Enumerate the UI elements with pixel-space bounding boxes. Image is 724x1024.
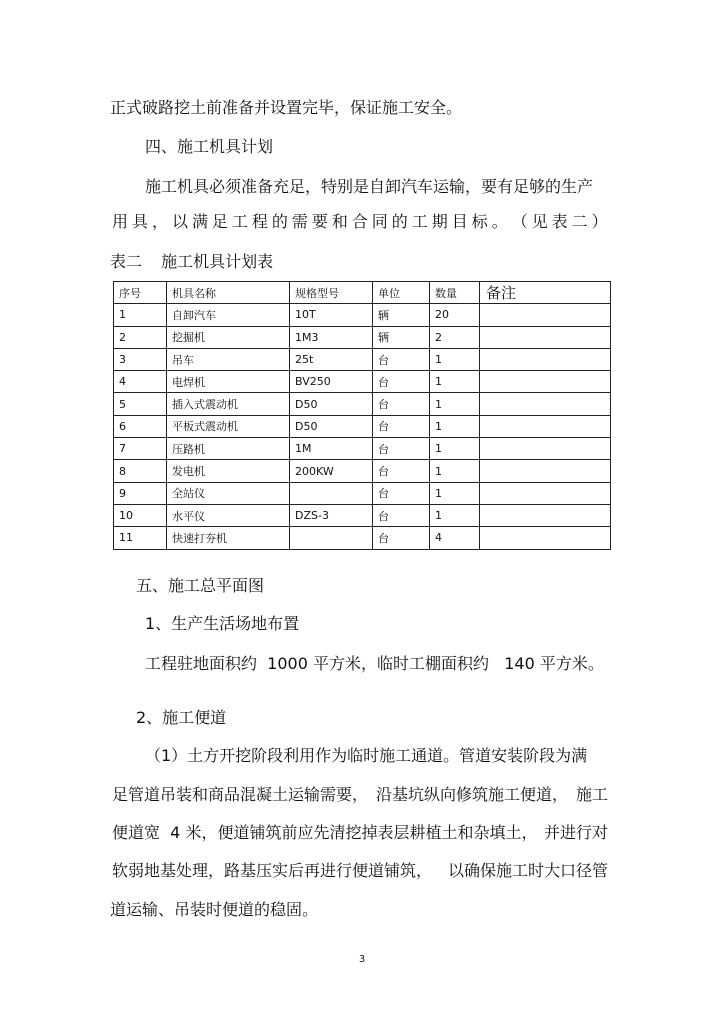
subsection-2-line-2 [112, 785, 608, 805]
subsection-2-line-4-part-2: 以确保施工时大口径管 [447, 861, 608, 880]
subsection-2-line-3-part-1: 便道宽 4 米，便道铺筑前应先清挖掉表层耕植土和杂填土， [112, 823, 538, 842]
header-remarks: 备注 [480, 282, 611, 304]
subsection-1-text: 工程驻地面积约 1000 平方米，临时工棚面积约 140 平方米。 [145, 654, 604, 673]
section-4-heading: 四、施工机具计划 [145, 137, 274, 156]
cell-spec-model: 200KW [290, 460, 373, 482]
cell-spec-model [290, 482, 373, 504]
subsection-2-line-3 [112, 823, 608, 843]
cell-machine-name: 平板式震动机 [167, 415, 290, 437]
cell-spec-model [290, 527, 373, 549]
table-caption-label: 表二 [110, 252, 143, 271]
paragraph-continuation: 正式破路挖土前准备并设置完毕，保证施工安全。 [110, 98, 463, 117]
table-row [114, 438, 611, 460]
justified-char: 工 [231, 212, 248, 231]
subsection-1-heading: 1、生产生活场地布置 [145, 614, 300, 633]
cell-remarks [480, 415, 611, 437]
justified-char: 需 [291, 212, 308, 231]
justified-char: 工 [411, 212, 428, 231]
header-unit: 单位 [373, 282, 430, 304]
cell-machine-name: 压路机 [167, 438, 290, 460]
cell-unit: 台 [373, 371, 430, 393]
subsection-2-line-5: 道运输、吊装时便道的稳固。 [110, 900, 319, 919]
cell-index: 3 [114, 348, 167, 370]
table-row [114, 371, 611, 393]
justified-char: 要 [311, 212, 328, 231]
cell-remarks [480, 348, 611, 370]
cell-quantity: 1 [430, 415, 480, 437]
cell-spec-model: 10T [290, 304, 373, 326]
cell-index: 8 [114, 460, 167, 482]
cell-quantity: 1 [430, 482, 480, 504]
cell-spec-model: DZS-3 [290, 504, 373, 526]
cell-quantity: 1 [430, 348, 480, 370]
cell-spec-model: D50 [290, 415, 373, 437]
cell-spec-model: 1M3 [290, 326, 373, 348]
cell-remarks [480, 438, 611, 460]
table-row [114, 527, 611, 549]
machine-plan-table [113, 281, 611, 550]
cell-machine-name: 吊车 [167, 348, 290, 370]
justified-char: 的 [271, 212, 288, 231]
subsection-2-line-2-part-2: 沿基坑纵向修筑施工便道， [375, 785, 568, 804]
cell-machine-name: 自卸汽车 [167, 304, 290, 326]
cell-quantity: 1 [430, 504, 480, 526]
cell-unit: 辆 [373, 326, 430, 348]
cell-remarks [480, 482, 611, 504]
section-5-heading: 五、施工总平面图 [136, 576, 265, 595]
table-header-row [114, 282, 611, 304]
justified-char: ， [151, 212, 168, 231]
justified-char: 程 [251, 212, 268, 231]
cell-index: 11 [114, 527, 167, 549]
cell-machine-name: 发电机 [167, 460, 290, 482]
cell-spec-model: 25t [290, 348, 373, 370]
table-caption [110, 252, 273, 272]
cell-unit: 台 [373, 504, 430, 526]
cell-quantity: 1 [430, 460, 480, 482]
table-row [114, 415, 611, 437]
justified-char: 以 [171, 212, 188, 231]
cell-unit: 台 [373, 460, 430, 482]
cell-unit: 台 [373, 393, 430, 415]
cell-spec-model: 1M [290, 438, 373, 460]
cell-quantity: 4 [430, 527, 480, 549]
header-spec-model: 规格型号 [290, 282, 373, 304]
cell-unit: 台 [373, 527, 430, 549]
cell-machine-name: 快速打夯机 [167, 527, 290, 549]
justified-char: 期 [431, 212, 448, 231]
table-row [114, 482, 611, 504]
table-row [114, 326, 611, 348]
table-row [114, 348, 611, 370]
justified-char: 具 [131, 212, 148, 231]
cell-remarks [480, 326, 611, 348]
justified-char: 二 [571, 212, 588, 231]
header-index: 序号 [114, 282, 167, 304]
header-quantity: 数量 [430, 282, 480, 304]
cell-unit: 辆 [373, 304, 430, 326]
cell-spec-model: D50 [290, 393, 373, 415]
justified-char: 。 [491, 212, 508, 231]
section-4-paragraph-line-1: 施工机具必须准备充足，特别是自卸汽车运输，要有足够的生产 [145, 177, 594, 196]
cell-index: 2 [114, 326, 167, 348]
justified-char: 标 [471, 212, 488, 231]
cell-machine-name: 全站仪 [167, 482, 290, 504]
cell-machine-name: 插入式震动机 [167, 393, 290, 415]
justified-char: ） [591, 212, 608, 231]
table-row [114, 460, 611, 482]
cell-index: 10 [114, 504, 167, 526]
justified-char: 同 [371, 212, 388, 231]
cell-unit: 台 [373, 415, 430, 437]
subsection-2-line-1: （1）土方开挖阶段利用作为临时施工通道。管道安装阶段为满 [145, 746, 588, 765]
cell-quantity: 1 [430, 438, 480, 460]
page-number: 3 [358, 954, 366, 965]
cell-spec-model: BV250 [290, 371, 373, 393]
justified-char: 见 [531, 212, 548, 231]
cell-unit: 台 [373, 348, 430, 370]
justified-char: 目 [451, 212, 468, 231]
subsection-2-line-4-part-1: 软弱地基处理，路基压实后再进行便道铺筑， [112, 861, 433, 880]
table-caption-title: 施工机具计划表 [161, 252, 274, 271]
cell-index: 6 [114, 415, 167, 437]
cell-machine-name: 挖掘机 [167, 326, 290, 348]
justified-char: 的 [391, 212, 408, 231]
cell-remarks [480, 527, 611, 549]
cell-remarks [480, 304, 611, 326]
cell-index: 9 [114, 482, 167, 504]
cell-machine-name: 水平仪 [167, 504, 290, 526]
cell-remarks [480, 460, 611, 482]
cell-remarks [480, 393, 611, 415]
cell-machine-name: 电焊机 [167, 371, 290, 393]
subsection-2-line-2-part-1: 足管道吊装和商品混凝土运输需要， [112, 785, 369, 804]
table-row [114, 304, 611, 326]
cell-quantity: 2 [430, 326, 480, 348]
justified-char: 和 [331, 212, 348, 231]
cell-unit: 台 [373, 438, 430, 460]
cell-remarks [480, 504, 611, 526]
cell-index: 1 [114, 304, 167, 326]
justified-char: 用 [112, 212, 129, 231]
justified-char: 满 [191, 212, 208, 231]
subsection-2-line-4 [112, 861, 608, 881]
justified-char: 合 [351, 212, 368, 231]
justified-char: 足 [211, 212, 228, 231]
cell-quantity: 1 [430, 371, 480, 393]
cell-index: 7 [114, 438, 167, 460]
cell-index: 4 [114, 371, 167, 393]
subsection-2-heading: 2、施工便道 [136, 708, 227, 727]
cell-remarks [480, 371, 611, 393]
subsection-2-line-2-part-3: 施工 [575, 785, 608, 804]
table-row [114, 504, 611, 526]
cell-unit: 台 [373, 482, 430, 504]
subsection-2-line-3-part-2: 并进行对 [543, 823, 608, 842]
cell-quantity: 1 [430, 393, 480, 415]
table-row [114, 393, 611, 415]
header-machine-name: 机具名称 [167, 282, 290, 304]
justified-char: （ [511, 212, 528, 231]
justified-char: 表 [551, 212, 568, 231]
section-4-paragraph-line-2 [112, 212, 608, 232]
cell-quantity: 20 [430, 304, 480, 326]
cell-index: 5 [114, 393, 167, 415]
